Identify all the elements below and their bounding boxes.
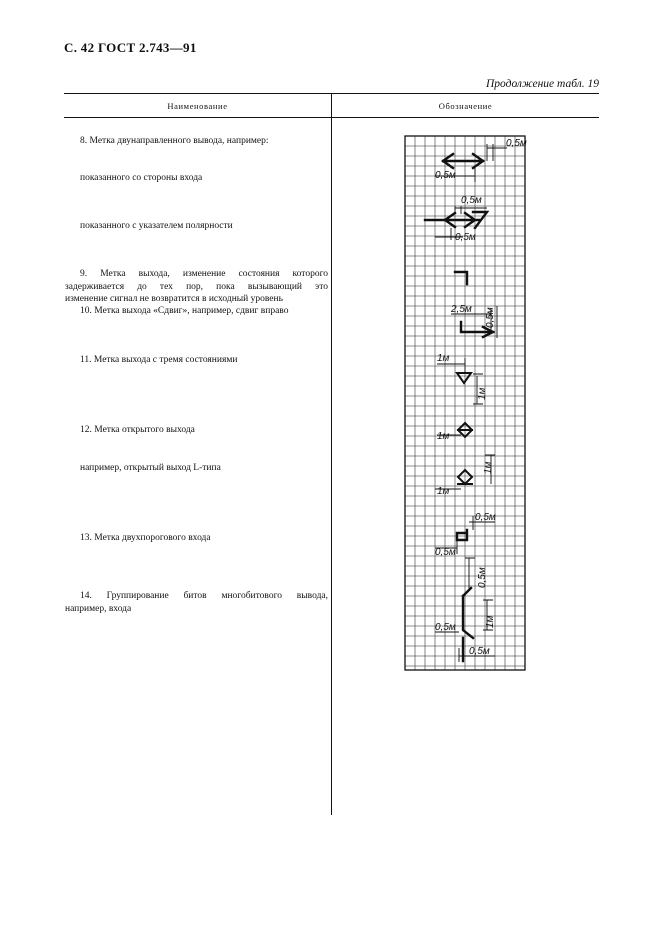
bidirectional-input-side-symbol bbox=[425, 213, 479, 227]
row-13-text: 13. Метка двухпорогового входа bbox=[80, 533, 211, 543]
row-14-line-1: 14. Группирование битов многобитового вывода, bbox=[80, 591, 328, 601]
row-12-sub-text: например, открытый выход L-типа bbox=[80, 463, 221, 473]
three-state-triangle-symbol bbox=[457, 373, 471, 383]
column-header-name: Наименование bbox=[167, 101, 228, 111]
row-14-text bbox=[65, 590, 328, 615]
row-8-sub2-text: показанного с указателем полярности bbox=[80, 221, 233, 231]
dim-label-15: 0,5м bbox=[435, 622, 456, 633]
row-9-text bbox=[65, 268, 328, 306]
dim-label-6: 0,5м bbox=[485, 307, 496, 328]
row-11-text: 11. Метка выхода с тремя состояниями bbox=[80, 355, 238, 365]
row-10-text: 10. Метка выхода «Сдвиг», например, сдвиг вправо bbox=[80, 306, 289, 316]
dim-label-11: 1м bbox=[437, 486, 450, 497]
dim-label-8: 1м bbox=[477, 387, 488, 400]
row-14-line-2: например, входа bbox=[65, 603, 132, 614]
dim-label-16: 1м bbox=[485, 615, 496, 628]
dim-label-3: 0,5м bbox=[461, 195, 482, 206]
dim-label-17: 0,5м bbox=[469, 646, 490, 657]
column-header-symbol: Обозначение bbox=[438, 101, 493, 111]
row-8-text: 8. Метка двунаправленного вывода, например: bbox=[80, 136, 269, 146]
dim-label-14: 0,5м bbox=[477, 567, 488, 588]
table-column-divider bbox=[331, 93, 332, 815]
row-9-line-3: изменение сигнал не возвратится в исходный уровень bbox=[65, 294, 283, 304]
row-12-text: 12. Метка открытого выхода bbox=[80, 425, 195, 435]
dim-label-2: 0,5м bbox=[435, 170, 456, 181]
dim-label-1: 0,5м bbox=[506, 138, 527, 149]
row-9-line-2: задерживается до тех пор, пока вызывающий это bbox=[65, 281, 328, 292]
symbols-grid-figure bbox=[395, 128, 535, 673]
dim-label-7: 1м bbox=[437, 353, 450, 364]
dim-label-12: 0,5м bbox=[475, 512, 496, 523]
dim-label-9: 1м bbox=[437, 431, 450, 442]
dim-label-5: 2,5м bbox=[451, 304, 472, 315]
hysteresis-symbol bbox=[457, 530, 467, 540]
row-8-sub1-text: показанного со стороны входа bbox=[80, 173, 203, 183]
dim-label-4: 0,5м bbox=[455, 232, 476, 243]
table-continuation-label: Продолжение табл. 19 bbox=[486, 78, 599, 90]
dim-label-13: 0,5м bbox=[435, 547, 456, 558]
row-9-line-1: 9. Метка выхода, изменение состояния которого bbox=[80, 269, 328, 279]
dim-label-10: 1м bbox=[483, 461, 494, 474]
graph-paper-grid bbox=[405, 136, 525, 670]
page-header-title: С. 42 ГОСТ 2.743—91 bbox=[64, 40, 197, 55]
